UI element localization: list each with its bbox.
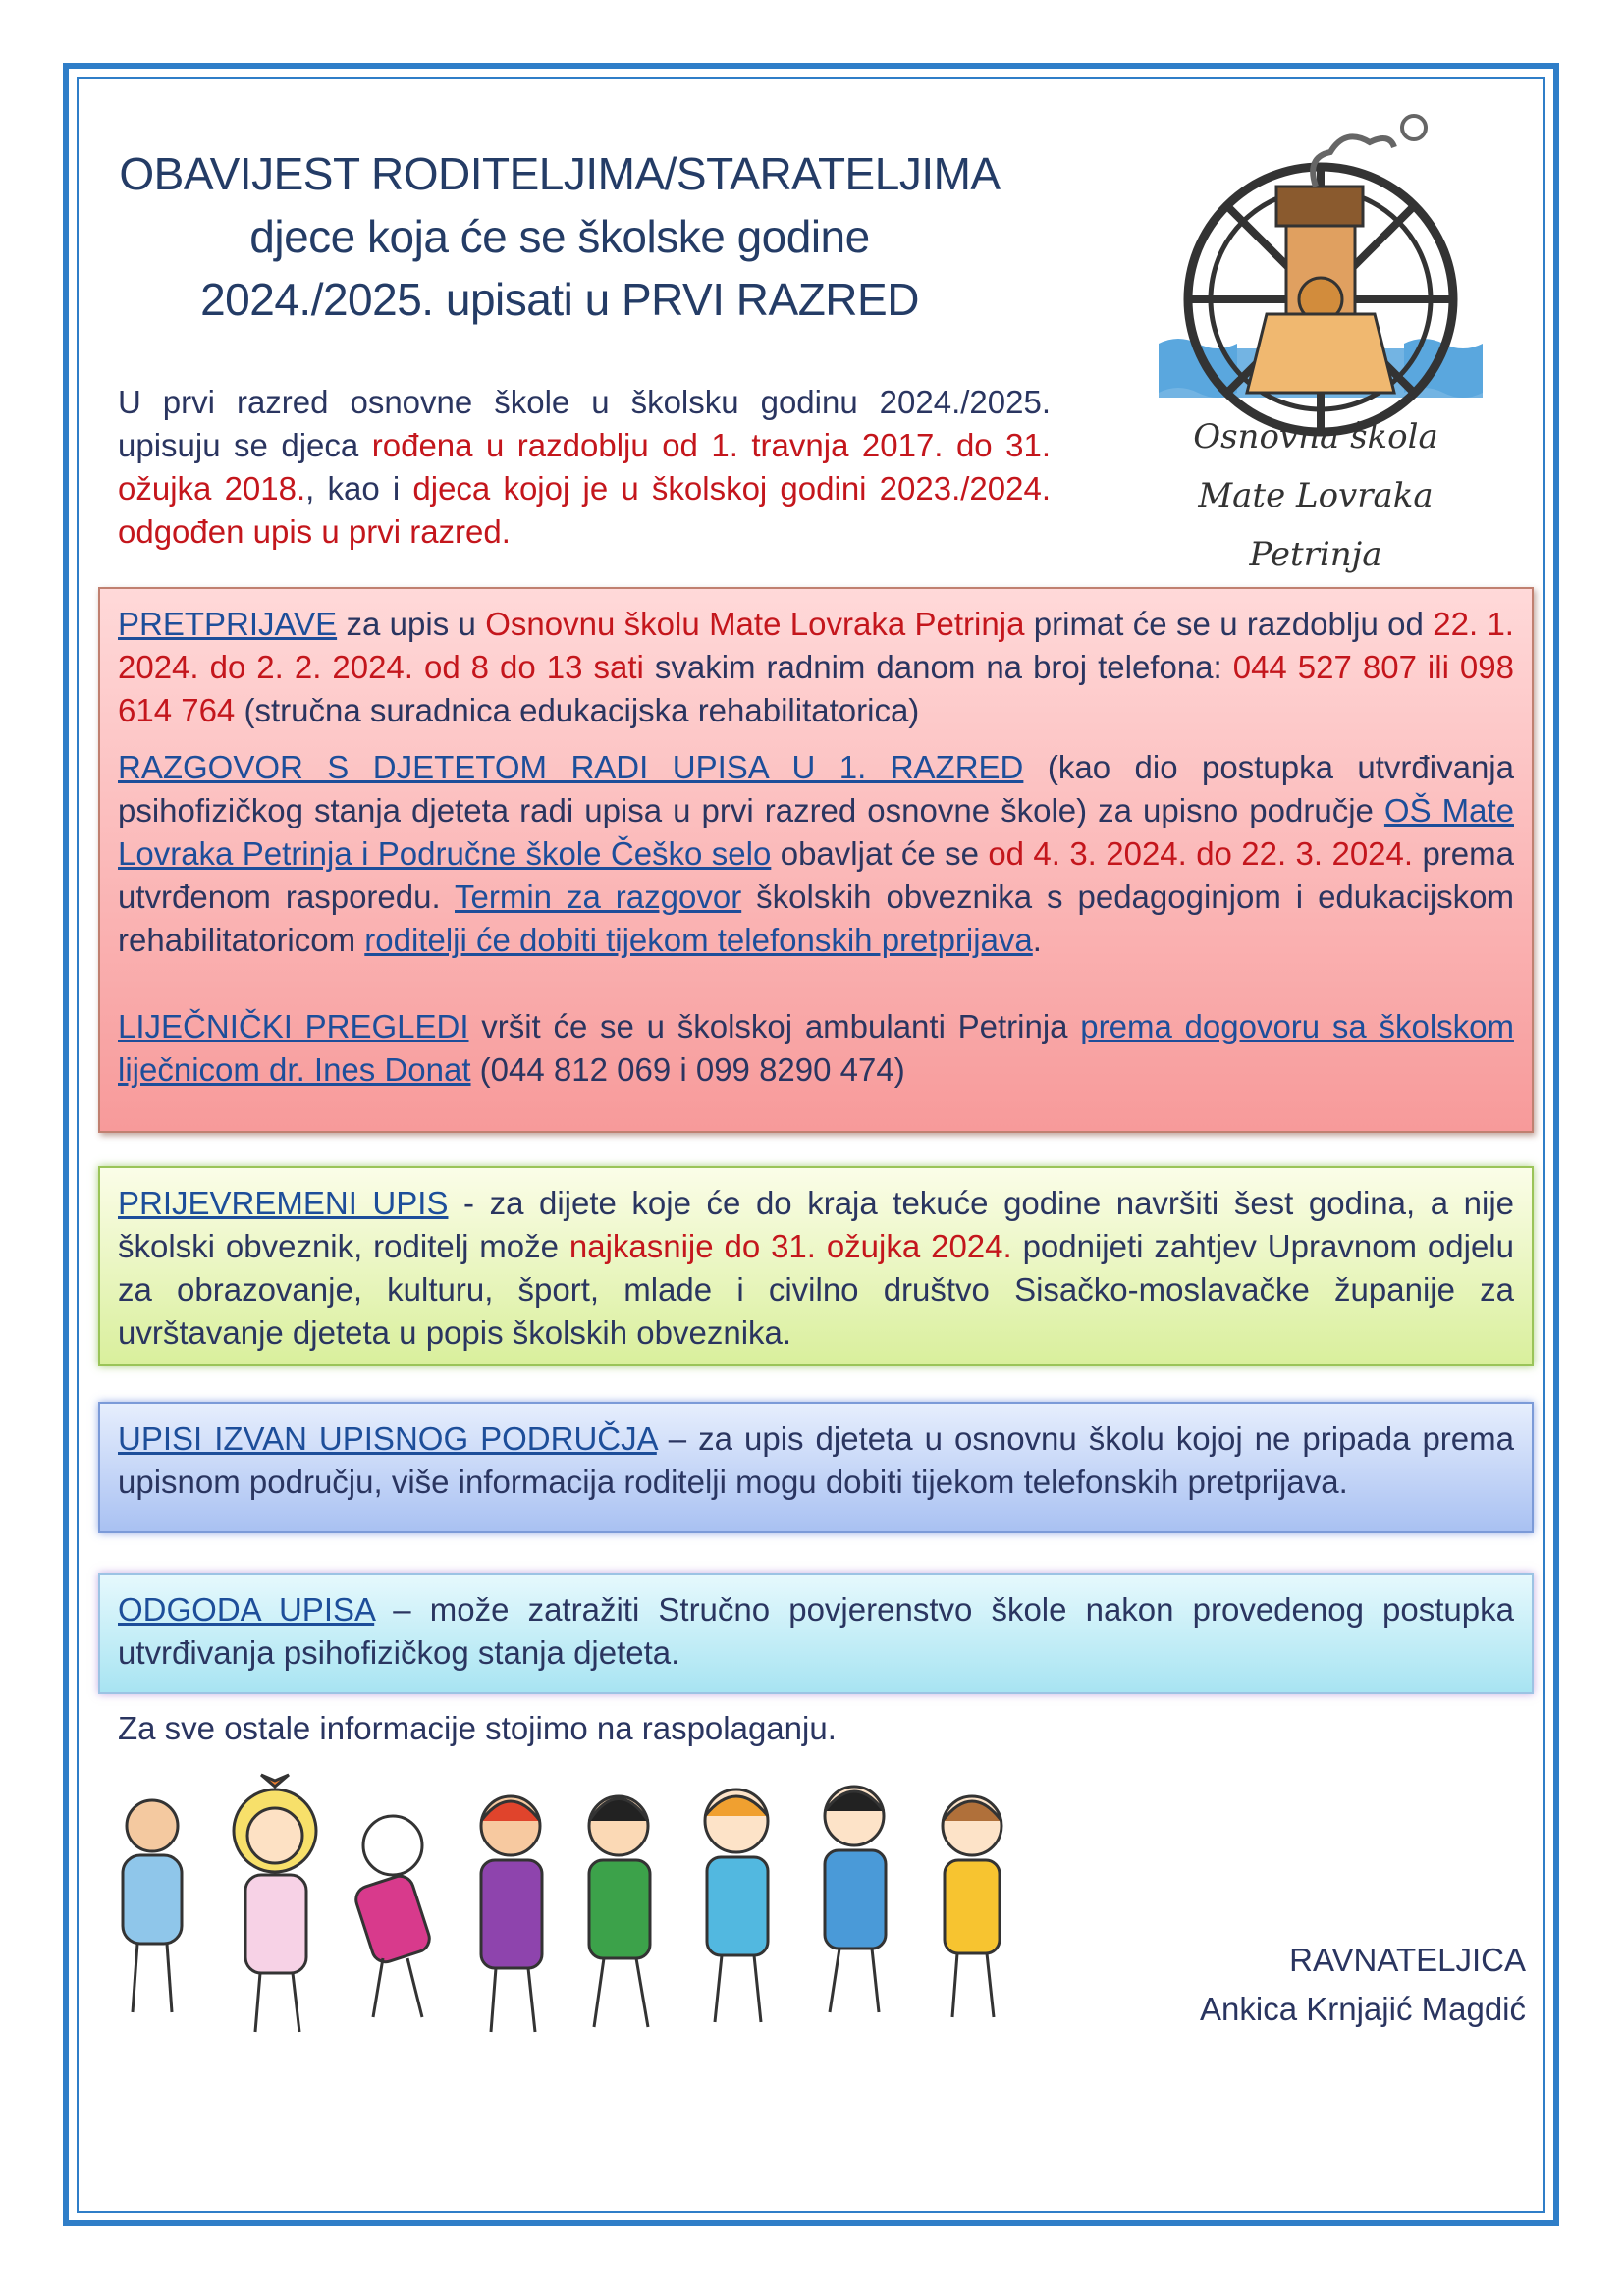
text: - za dijete koje će do kraja tekuće godine navršiti šest godina, a nije školski obveznik, roditelj može: [118, 1185, 1514, 1264]
preregistration-box: [98, 587, 1534, 1133]
early-enrollment-heading: PRIJEVREMENI UPIS: [118, 1185, 449, 1221]
outside-area-paragraph: [118, 1417, 1514, 1504]
title-line-2: djece koja će se školske godine: [249, 211, 870, 262]
text: (stručna suradnica edukacijska rehabilitatorica): [235, 692, 920, 728]
school-logo-icon: [1119, 98, 1512, 589]
phone-numbers: 044 527 807 ili 098 614 764: [118, 649, 1514, 728]
text: .: [1032, 922, 1042, 958]
preregistration-paragraph: [118, 603, 1514, 732]
text: podnijeti zahtjev Upravnom odjelu za obrazovanje, kulturu, šport, mlade i civilno društvo Sisačko-moslavačke županije za uvrštavanje djeteta u popis školskih obveznika.: [118, 1228, 1514, 1351]
text: školskih obveznika s pedagoginjom i edukacijskom rehabilitatoricom: [118, 879, 1514, 958]
early-enrollment-box: [98, 1166, 1534, 1366]
signature-role: RAVNATELJICA: [1289, 1942, 1526, 1978]
preregistration-heading: PRETPRIJAVE: [118, 606, 338, 642]
deferral-paragraph: [118, 1588, 1514, 1675]
page-title: [118, 142, 1001, 331]
text: (kao dio postupka utvrđivanja psihofizičkog stanja djeteta radi upisa u prvi razred osnovne škole) za upisno područje: [118, 749, 1514, 828]
interview-dates: od 4. 3. 2024. do 22. 3. 2024.: [988, 835, 1414, 872]
outside-area-heading: UPISI IZVAN UPISNOG PODRUČJA: [118, 1420, 657, 1457]
enrollment-area: OŠ Mate Lovraka Petrinja i Područne škole Češko selo: [118, 792, 1514, 872]
logo-text-line-3: Petrinja: [1249, 535, 1382, 574]
early-enrollment-deadline: najkasnije do 31. ožujka 2024.: [568, 1228, 1012, 1264]
title-line-1: OBAVIJEST RODITELJIMA/STARATELJIMA: [119, 148, 1001, 199]
intro-text-2: , kao i: [305, 470, 413, 507]
intro-paragraph: [118, 381, 1051, 554]
outside-area-box: [98, 1402, 1534, 1533]
intro-text: U prvi razred osnovne škole u školsku godinu 2024./2025. upisuju se djeca: [118, 384, 1051, 463]
deferral-heading: ODGODA UPISA: [118, 1591, 375, 1628]
text: – za upis djeteta u osnovnu školu kojoj ne pripada prema upisnom području, više informacija roditelji mogu dobiti tijekom telefonskih pretprijava.: [118, 1420, 1514, 1500]
signature-name: Ankica Krnjajić Magdić: [1200, 1991, 1526, 2027]
text: primat će se u razdoblju od: [1024, 606, 1434, 642]
signature-block: [1200, 1936, 1526, 2034]
title-line-3: 2024./2025. upisati u PRVI RAZRED: [200, 274, 919, 325]
closing-note: Za sve ostale informacije stojimo na raspolaganju.: [118, 1710, 837, 1746]
interview-paragraph: [118, 746, 1514, 962]
doctor-phones: (044 812 069 i 099 8290 474): [470, 1051, 905, 1088]
logo-text-line-1: Osnovna škola: [1193, 417, 1438, 456]
early-enrollment-paragraph: [118, 1182, 1514, 1355]
intro-birth-range: rođena u razdoblju od 1. travnja 2017. do 31. ožujka 2018.: [118, 427, 1052, 507]
interview-notice: roditelji će dobiti tijekom telefonskih pretprijava: [364, 922, 1033, 958]
doctor-agreement: prema dogovoru sa školskom liječnicom dr. Ines Donat: [118, 1008, 1514, 1088]
medical-paragraph: [118, 1005, 1514, 1092]
logo-text-line-2: Mate Lovraka: [1198, 476, 1434, 515]
text: – može zatražiti Stručno povjerenstvo škole nakon provedenog postupka utvrđivanja psihofizičkog stanja djeteta.: [118, 1591, 1514, 1671]
text: za upis u: [337, 606, 486, 642]
deferral-box: [98, 1573, 1534, 1694]
text: obavljat će se: [771, 835, 989, 872]
text: vršit će se u školskoj ambulanti Petrinja: [468, 1008, 1081, 1044]
interview-heading: RAZGOVOR S DJETETOM RADI UPISA U 1. RAZRED: [118, 749, 1024, 785]
interview-term: Termin za razgovor: [455, 879, 742, 915]
school-name: Osnovnu školu Mate Lovraka Petrinja: [485, 606, 1025, 642]
children-illustration-icon: [98, 1767, 1149, 2052]
phone-label: broj telefona:: [1033, 649, 1233, 685]
intro-deferred: djeca kojoj je u školskoj godini 2023./2024. odgođen upis u prvi razred.: [118, 470, 1052, 550]
preregistration-dates: 22. 1. 2024. do 2. 2. 2024. od 8 do 13 sati: [118, 606, 1514, 685]
text: svakim radnim danom na: [643, 649, 1034, 685]
medical-heading: LIJEČNIČKI PREGLEDI: [118, 1008, 469, 1044]
text: prema utvrđenom rasporedu.: [118, 835, 1514, 915]
